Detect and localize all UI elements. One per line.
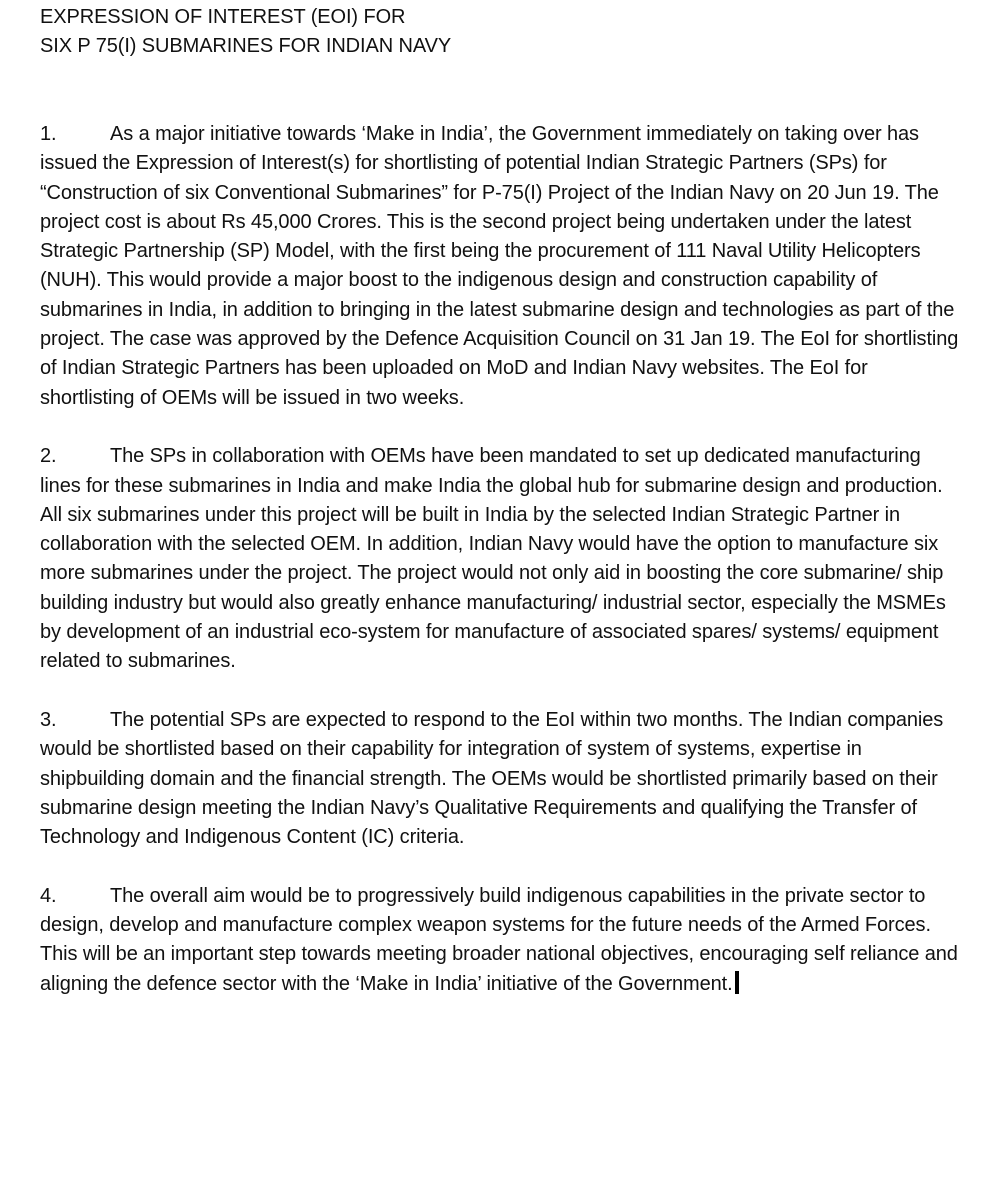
paragraph-number: 2. — [40, 445, 57, 468]
title-line-2: SIX P 75(I) SUBMARINES FOR INDIAN NAVY — [40, 35, 452, 57]
paragraph-number: 1. — [40, 123, 57, 145]
paragraph-1[interactable] — [40, 120, 960, 413]
paragraph-3[interactable] — [40, 706, 960, 852]
paragraph-number: 4. — [40, 884, 57, 907]
document-title — [40, 3, 960, 61]
paragraph-text: As a major initiative towards ‘Make in India’, the Government immediately on taking over has issued the Expression of Interest(s) for shortlisting of potential Indian Strategic Partners (SPs) for “Construction of six Conventional Submarines” for P-75(I) Project of the Indian Navy on 20 Jun 19. The project cost is about Rs 45,000 Crores. This is the second project being undertaken under the latest Strategic Partnership (SP) Model, with the first being the procurement of 111 Naval Utility Helicopters (NUH). This would provide a major boost to the indigenous design and construction capability of submarines in India, in addition to bringing in the latest submarine design and technologies as part of the project. The case was approved by the Defence Acquisition Council on 31 Jan 19. The EoI for shortlisting of Indian Strategic Partners has been uploaded on MoD and Indian Navy websites. The EoI for shortlisting of OEMs will be issued in two weeks. — [40, 123, 959, 409]
paragraph-2[interactable] — [40, 442, 960, 676]
document-body — [40, 3, 960, 1028]
paragraph-text: The potential SPs are expected to respond to the EoI within two months. The Indian companies would be shortlisted based on their capability for integration of system of systems, expertise in shipbuilding domain and the financial strength. The OEMs would be shortlisted primarily based on their submarine design meeting the Indian Navy’s Qualitative Requirements and qualifying the Transfer of Technology and Indigenous Content (IC) criteria. — [40, 708, 944, 849]
paragraph-4[interactable] — [40, 882, 960, 999]
title-line-1: EXPRESSION OF INTEREST (EOI) FOR — [40, 6, 406, 28]
paragraph-text: The SPs in collaboration with OEMs have been mandated to set up dedicated manufacturing lines for these submarines in India and make India the global hub for submarine design and production. All six submarines under this project will be built in India by the selected Indian Strategic Partner in collaboration with the selected OEM. In addition, Indian Navy would have the option to manufacture six more submarines under the project. The project would not only aid in boosting the core submarine/ ship building industry but would also greatly enhance manufacturing/ industrial sector, especially the MSMEs by development of an industrial eco-system for manufacture of associated spares/ systems/ equipment related to submarines. — [40, 445, 946, 673]
text-cursor — [735, 971, 739, 994]
paragraph-list — [40, 120, 960, 999]
paragraph-number: 3. — [40, 708, 57, 731]
paragraph-text: The overall aim would be to progressively build indigenous capabilities in the private sector to design, develop and manufacture complex weapon systems for the future needs of the Armed Forces. This will be an important step towards meeting broader national objectives, encouraging self reliance and aligning the defence sector with the ‘Make in India’ initiative of the Government. — [40, 884, 958, 995]
